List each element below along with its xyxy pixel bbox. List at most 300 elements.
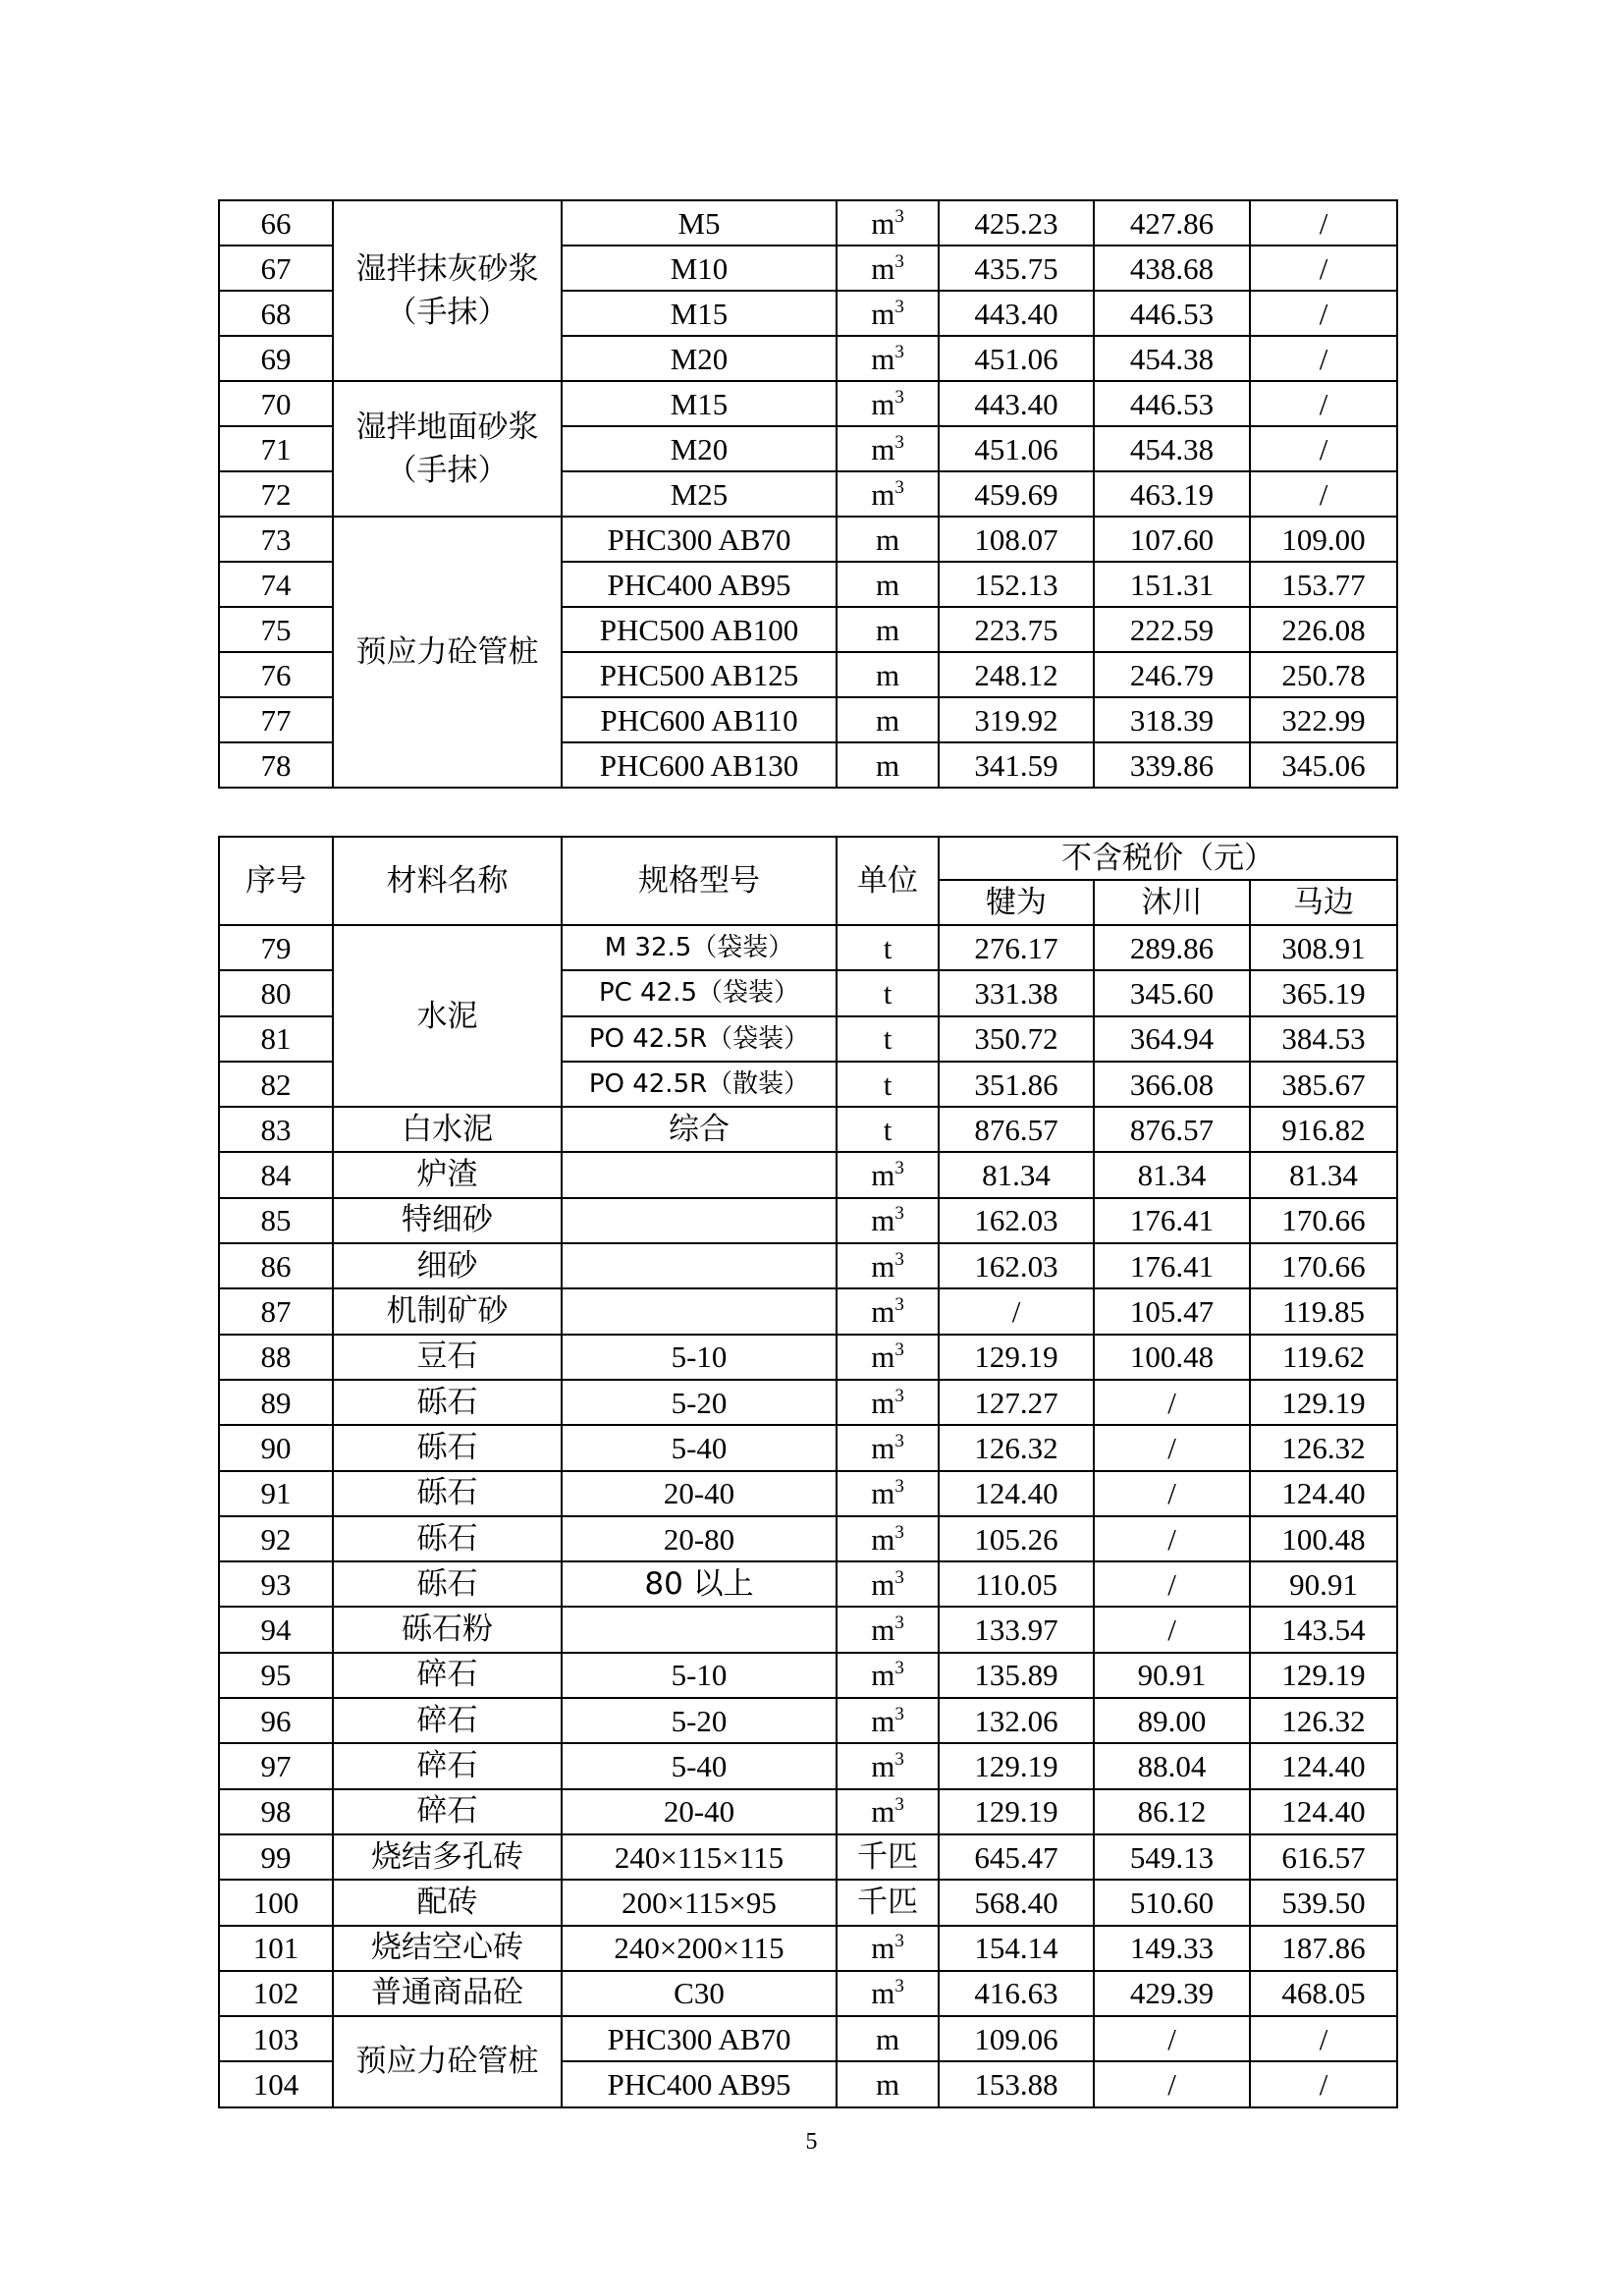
price-c: 539.50: [1250, 1880, 1397, 1925]
price-c: 170.66: [1250, 1198, 1397, 1243]
row-number: 83: [219, 1107, 333, 1152]
table-row: [219, 1926, 1397, 1971]
row-number: 85: [219, 1198, 333, 1243]
spec-cell: 5-10: [562, 1335, 837, 1380]
price-a: 162.03: [939, 1243, 1094, 1288]
unit-cell: [837, 1516, 939, 1561]
price-c: 384.53: [1250, 1016, 1397, 1062]
unit-superscript: 3: [894, 1430, 904, 1451]
unit-superscript: 3: [894, 1748, 904, 1770]
table-row: [219, 1198, 1397, 1243]
price-b: 90.91: [1094, 1653, 1250, 1698]
material-name: 砾石: [333, 1425, 562, 1470]
unit-text: m: [875, 612, 900, 647]
unit-text: m: [871, 1613, 895, 1648]
price-b: 100.48: [1094, 1335, 1250, 1380]
unit-text: m: [871, 386, 895, 421]
row-number: 71: [219, 426, 333, 471]
unit-text: m: [871, 1294, 895, 1330]
table-row: [219, 1516, 1397, 1561]
price-b: 151.31: [1094, 562, 1250, 607]
price-a: 126.32: [939, 1425, 1094, 1470]
unit-text: m: [871, 1748, 895, 1783]
unit-text: m: [875, 521, 900, 557]
unit-cell: [837, 1971, 939, 2016]
row-number: 74: [219, 562, 333, 607]
price-c: 153.77: [1250, 562, 1397, 607]
unit-superscript: 3: [894, 1158, 904, 1179]
price-b: 510.60: [1094, 1880, 1250, 1925]
row-number: 70: [219, 381, 333, 426]
unit-superscript: 3: [894, 1521, 904, 1543]
table-row: [219, 1380, 1397, 1425]
spec-cell: PHC400 AB95: [562, 562, 837, 607]
price-a: 341.59: [939, 742, 1094, 788]
price-a: 451.06: [939, 426, 1094, 471]
price-b: 549.13: [1094, 1834, 1250, 1880]
price-b: 427.86: [1094, 200, 1250, 246]
price-c: 187.86: [1250, 1926, 1397, 1971]
price-a: 350.72: [939, 1016, 1094, 1062]
unit-text: m: [871, 250, 895, 286]
price-c: 385.67: [1250, 1062, 1397, 1107]
row-number: 84: [219, 1152, 333, 1197]
price-a: 276.17: [939, 925, 1094, 970]
row-number: 73: [219, 517, 333, 562]
price-a: 568.40: [939, 1880, 1094, 1925]
spec-cell: 5-20: [562, 1698, 837, 1743]
price-c: 250.78: [1250, 652, 1397, 697]
spec-cell: [562, 1288, 837, 1334]
unit-superscript: 3: [894, 1203, 904, 1225]
spec-cell: PO 42.5R（散装）: [562, 1062, 837, 1107]
price-a: 129.19: [939, 1789, 1094, 1834]
material-name-group: 湿拌抹灰砂浆（手抹）: [333, 200, 562, 381]
spec-cell: 20-40: [562, 1471, 837, 1516]
header-spec: 规格型号: [562, 837, 837, 925]
price-b: 446.53: [1094, 291, 1250, 336]
material-name: 特细砂: [333, 1198, 562, 1243]
price-c: 308.91: [1250, 925, 1397, 970]
price-b: 149.33: [1094, 1926, 1250, 1971]
unit-text: m: [871, 431, 895, 466]
price-c: 119.62: [1250, 1335, 1397, 1380]
unit-cell: [837, 1062, 939, 1107]
material-name: 白水泥: [333, 1107, 562, 1152]
header-material-name: 材料名称: [333, 837, 562, 925]
price-c: /: [1250, 2016, 1397, 2061]
row-number: 91: [219, 1471, 333, 1516]
row-number: 81: [219, 1016, 333, 1062]
price-a: 132.06: [939, 1698, 1094, 1743]
spec-cell: 5-40: [562, 1743, 837, 1788]
unit-superscript: 3: [894, 1566, 904, 1588]
price-c: /: [1250, 381, 1397, 426]
price-a: 248.12: [939, 652, 1094, 697]
table-row: [219, 2016, 1397, 2061]
row-number: 95: [219, 1653, 333, 1698]
price-c: /: [1250, 426, 1397, 471]
unit-cell: [837, 1380, 939, 1425]
row-number: 67: [219, 246, 333, 291]
price-a: /: [939, 1288, 1094, 1334]
unit-text: m: [875, 702, 900, 738]
unit-text: m: [871, 1931, 895, 1966]
material-name: 碎石: [333, 1653, 562, 1698]
price-c: /: [1250, 336, 1397, 381]
row-number: 92: [219, 1516, 333, 1561]
spec-cell: M15: [562, 291, 837, 336]
unit-superscript: 3: [894, 1248, 904, 1270]
unit-cell: [837, 1743, 939, 1788]
row-number: 76: [219, 652, 333, 697]
price-a: 124.40: [939, 1471, 1094, 1516]
material-name: 炉渣: [333, 1152, 562, 1197]
price-a: 152.13: [939, 562, 1094, 607]
price-a: 127.27: [939, 1380, 1094, 1425]
spec-cell: M5: [562, 200, 837, 246]
unit-cell: [837, 1607, 939, 1652]
price-b: 463.19: [1094, 471, 1250, 517]
unit-text: 千匹: [857, 1884, 918, 1920]
material-name-group: 水泥: [333, 925, 562, 1107]
price-b: 176.41: [1094, 1198, 1250, 1243]
unit-cell: [837, 697, 939, 742]
price-b: 454.38: [1094, 336, 1250, 381]
unit-superscript: 3: [894, 1294, 904, 1316]
table-row: [219, 1743, 1397, 1788]
price-c: 124.40: [1250, 1743, 1397, 1788]
spec-cell: M10: [562, 246, 837, 291]
price-b: 86.12: [1094, 1789, 1250, 1834]
row-number: 101: [219, 1926, 333, 1971]
spec-cell: M20: [562, 336, 837, 381]
price-b: 446.53: [1094, 381, 1250, 426]
spec-cell: PHC500 AB100: [562, 607, 837, 652]
unit-cell: [837, 381, 939, 426]
unit-text: m: [871, 1385, 895, 1420]
unit-superscript: 3: [894, 1794, 904, 1816]
row-number: 72: [219, 471, 333, 517]
unit-cell: [837, 562, 939, 607]
price-b: /: [1094, 1425, 1250, 1470]
unit-cell: [837, 607, 939, 652]
spec-cell: PC 42.5（袋装）: [562, 970, 837, 1015]
unit-cell: [837, 1198, 939, 1243]
material-name: 配砖: [333, 1880, 562, 1925]
unit-text: m: [871, 1430, 895, 1465]
price-a: 451.06: [939, 336, 1094, 381]
row-number: 98: [219, 1789, 333, 1834]
unit-text: m: [871, 1703, 895, 1738]
unit-cell: [837, 925, 939, 970]
table-row: [219, 1834, 1397, 1880]
unit-cell: [837, 2016, 939, 2061]
material-name: 砾石: [333, 1516, 562, 1561]
row-number: 93: [219, 1561, 333, 1607]
row-number: 96: [219, 1698, 333, 1743]
unit-superscript: 3: [894, 476, 904, 498]
material-name: 砾石: [333, 1471, 562, 1516]
unit-cell: [837, 1335, 939, 1380]
material-name: 碎石: [333, 1789, 562, 1834]
price-c: 81.34: [1250, 1152, 1397, 1197]
unit-text: m: [871, 1566, 895, 1602]
row-number: 75: [219, 607, 333, 652]
unit-superscript: 3: [894, 296, 904, 317]
price-a: 416.63: [939, 1971, 1094, 2016]
row-number: 90: [219, 1425, 333, 1470]
header-region-c: 马边: [1250, 880, 1397, 925]
unit-text: m: [875, 2021, 900, 2056]
price-c: 129.19: [1250, 1380, 1397, 1425]
price-c: 126.32: [1250, 1425, 1397, 1470]
table-row: [219, 1698, 1397, 1743]
spec-cell: PHC600 AB130: [562, 742, 837, 788]
unit-superscript: 3: [894, 1385, 904, 1406]
price-c: 124.40: [1250, 1471, 1397, 1516]
unit-superscript: 3: [894, 431, 904, 453]
price-a: 351.86: [939, 1062, 1094, 1107]
price-c: 100.48: [1250, 1516, 1397, 1561]
header-price-group: 不含税价（元）: [939, 837, 1397, 880]
table-row: [219, 1288, 1397, 1334]
table-row: [219, 517, 1397, 562]
price-a: 109.06: [939, 2016, 1094, 2061]
unit-text: t: [883, 1021, 893, 1057]
unit-cell: [837, 246, 939, 291]
unit-text: m: [871, 1339, 895, 1375]
spec-cell: 5-10: [562, 1653, 837, 1698]
price-b: /: [1094, 1561, 1250, 1607]
material-name-group: 预应力砼管桩: [333, 2016, 562, 2107]
table-row: [219, 1107, 1397, 1152]
table-row: [219, 200, 1397, 246]
header-region-a: 犍为: [939, 880, 1094, 925]
unit-cell: [837, 970, 939, 1015]
unit-cell: [837, 1698, 939, 1743]
row-number: 94: [219, 1607, 333, 1652]
row-number: 68: [219, 291, 333, 336]
unit-text: t: [883, 1066, 893, 1102]
row-number: 102: [219, 1971, 333, 2016]
row-number: 103: [219, 2016, 333, 2061]
price-a: 331.38: [939, 970, 1094, 1015]
unit-superscript: 3: [894, 1703, 904, 1724]
row-number: 89: [219, 1380, 333, 1425]
spec-cell: 200×115×95: [562, 1880, 837, 1925]
row-number: 104: [219, 2061, 333, 2106]
price-b: 876.57: [1094, 1107, 1250, 1152]
unit-text: m: [871, 1658, 895, 1693]
unit-cell: [837, 517, 939, 562]
price-b: 345.60: [1094, 970, 1250, 1015]
price-c: 119.85: [1250, 1288, 1397, 1334]
price-a: 105.26: [939, 1516, 1094, 1561]
price-c: 365.19: [1250, 970, 1397, 1015]
header-no: 序号: [219, 837, 333, 925]
table-row: [219, 381, 1397, 426]
spec-cell: M 32.5（袋装）: [562, 925, 837, 970]
price-b: 318.39: [1094, 697, 1250, 742]
spec-cell: M20: [562, 426, 837, 471]
row-number: 69: [219, 336, 333, 381]
table-row: [219, 1607, 1397, 1652]
price-c: /: [1250, 200, 1397, 246]
spec-cell: [562, 1152, 837, 1197]
price-c: /: [1250, 246, 1397, 291]
unit-cell: [837, 742, 939, 788]
unit-text: 千匹: [857, 1838, 918, 1875]
spec-cell: 5-40: [562, 1425, 837, 1470]
material-name: 普通商品砼: [333, 1971, 562, 2016]
unit-superscript: 3: [894, 1976, 904, 1997]
price-c: 129.19: [1250, 1653, 1397, 1698]
price-c: 226.08: [1250, 607, 1397, 652]
table-row: [219, 1243, 1397, 1288]
row-number: 97: [219, 1743, 333, 1788]
unit-text: m: [871, 1203, 895, 1238]
unit-cell: [837, 2061, 939, 2106]
unit-cell: [837, 1789, 939, 1834]
unit-text: m: [871, 1158, 895, 1193]
spec-cell: PHC400 AB95: [562, 2061, 837, 2106]
unit-cell: [837, 1653, 939, 1698]
unit-text: t: [883, 1112, 893, 1147]
unit-superscript: 3: [894, 1339, 904, 1361]
price-c: 468.05: [1250, 1971, 1397, 2016]
price-b: /: [1094, 1471, 1250, 1516]
table-row: [219, 1335, 1397, 1380]
spec-cell: 80 以上: [562, 1561, 837, 1607]
price-c: /: [1250, 2061, 1397, 2106]
row-number: 79: [219, 925, 333, 970]
spec-cell: PHC300 AB70: [562, 2016, 837, 2061]
price-b: 88.04: [1094, 1743, 1250, 1788]
price-a: 81.34: [939, 1152, 1094, 1197]
spec-cell: PHC600 AB110: [562, 697, 837, 742]
spec-cell: 240×115×115: [562, 1834, 837, 1880]
price-b: 438.68: [1094, 246, 1250, 291]
unit-cell: [837, 1288, 939, 1334]
unit-text: m: [871, 476, 895, 512]
price-b: /: [1094, 2016, 1250, 2061]
price-a: 135.89: [939, 1653, 1094, 1698]
price-b: 366.08: [1094, 1062, 1250, 1107]
unit-cell: [837, 426, 939, 471]
page-number: 5: [805, 2129, 818, 2155]
price-a: 435.75: [939, 246, 1094, 291]
table-row: [219, 1561, 1397, 1607]
price-b: /: [1094, 2061, 1250, 2106]
price-b: /: [1094, 1607, 1250, 1652]
price-b: 107.60: [1094, 517, 1250, 562]
price-b: 339.86: [1094, 742, 1250, 788]
row-number: 88: [219, 1335, 333, 1380]
material-name: 烧结空心砖: [333, 1926, 562, 1971]
price-c: 124.40: [1250, 1789, 1397, 1834]
price-c: 143.54: [1250, 1607, 1397, 1652]
spec-cell: PHC500 AB125: [562, 652, 837, 697]
row-number: 82: [219, 1062, 333, 1107]
price-b: 429.39: [1094, 1971, 1250, 2016]
unit-text: m: [871, 341, 895, 376]
row-number: 100: [219, 1880, 333, 1925]
price-a: 443.40: [939, 381, 1094, 426]
unit-superscript: 3: [894, 386, 904, 408]
price-a: 133.97: [939, 1607, 1094, 1652]
material-name: 豆石: [333, 1335, 562, 1380]
unit-cell: [837, 1425, 939, 1470]
price-a: 223.75: [939, 607, 1094, 652]
unit-cell: [837, 200, 939, 246]
price-c: 345.06: [1250, 742, 1397, 788]
row-number: 86: [219, 1243, 333, 1288]
price-a: 153.88: [939, 2061, 1094, 2106]
table-row: [219, 1425, 1397, 1470]
price-table-continued: [218, 199, 1398, 789]
table-row: [219, 1880, 1397, 1925]
table-row: [219, 1152, 1397, 1197]
price-b: 105.47: [1094, 1288, 1250, 1334]
material-name: 碎石: [333, 1698, 562, 1743]
price-a: 876.57: [939, 1107, 1094, 1152]
price-a: 459.69: [939, 471, 1094, 517]
table-row: [219, 1789, 1397, 1834]
price-b: 289.86: [1094, 925, 1250, 970]
price-a: 425.23: [939, 200, 1094, 246]
material-name-group: 湿拌地面砂浆（手抹）: [333, 381, 562, 517]
price-c: 916.82: [1250, 1107, 1397, 1152]
row-number: 66: [219, 200, 333, 246]
unit-superscript: 3: [894, 341, 904, 362]
unit-superscript: 3: [894, 1931, 904, 1952]
material-name: 砾石: [333, 1561, 562, 1607]
table-row: [219, 1653, 1397, 1698]
unit-text: m: [871, 1521, 895, 1557]
material-name: 砾石: [333, 1380, 562, 1425]
spec-cell: 20-80: [562, 1516, 837, 1561]
unit-superscript: 3: [894, 1476, 904, 1498]
price-b: 364.94: [1094, 1016, 1250, 1062]
price-b: /: [1094, 1380, 1250, 1425]
material-name: 碎石: [333, 1743, 562, 1788]
unit-text: m: [871, 296, 895, 331]
price-b: 246.79: [1094, 652, 1250, 697]
row-number: 78: [219, 742, 333, 788]
unit-cell: [837, 1243, 939, 1288]
unit-text: t: [883, 975, 893, 1011]
price-a: 110.05: [939, 1561, 1094, 1607]
price-c: 170.66: [1250, 1243, 1397, 1288]
price-a: 108.07: [939, 517, 1094, 562]
unit-text: m: [871, 205, 895, 241]
unit-text: m: [875, 747, 900, 783]
unit-cell: [837, 336, 939, 381]
price-a: 129.19: [939, 1335, 1094, 1380]
unit-text: m: [871, 1794, 895, 1830]
price-c: 90.91: [1250, 1561, 1397, 1607]
spec-cell: M25: [562, 471, 837, 517]
header-region-b: 沐川: [1094, 880, 1250, 925]
price-c: /: [1250, 471, 1397, 517]
table-row: [219, 1971, 1397, 2016]
spec-cell: 240×200×115: [562, 1926, 837, 1971]
unit-cell: [837, 1926, 939, 1971]
material-name: 细砂: [333, 1243, 562, 1288]
row-number: 80: [219, 970, 333, 1015]
spec-cell: [562, 1198, 837, 1243]
